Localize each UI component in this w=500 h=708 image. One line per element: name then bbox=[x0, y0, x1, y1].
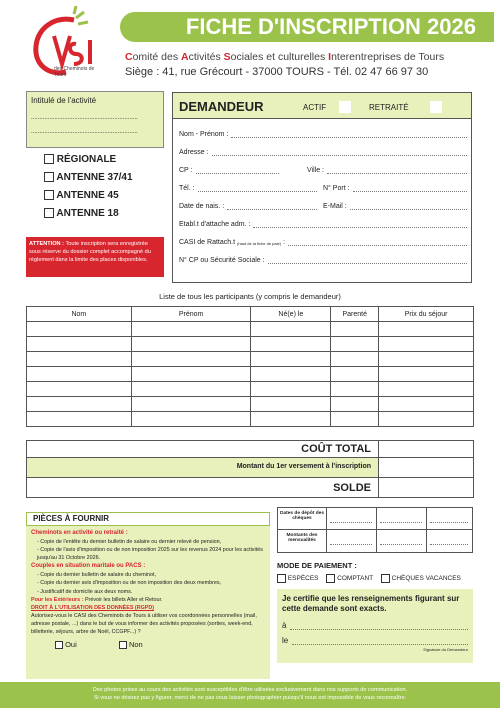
cheminots-title: Cheminots en activité ou retraité : bbox=[31, 530, 128, 536]
col-prix: Prix du séjour bbox=[379, 307, 474, 322]
dates-label: Dates de dépôt des chèques bbox=[280, 511, 324, 521]
table-row[interactable] bbox=[27, 397, 474, 412]
certify-place-row[interactable]: à bbox=[282, 621, 468, 630]
attention-text: Toute inscription sera enregistrée sous réserve du dossier complet accompagné du règlement dans la limite des places disponibles. bbox=[29, 241, 151, 264]
versement-cell[interactable] bbox=[378, 458, 473, 477]
field-secu[interactable]: N° CP ou Sécurité Sociale : bbox=[179, 257, 467, 264]
antenne-options bbox=[44, 154, 133, 226]
versement-label: Montant du 1er versement à l'inscription bbox=[236, 463, 371, 470]
depot-table bbox=[277, 507, 473, 553]
cout-total-label: COÛT TOTAL bbox=[301, 443, 371, 455]
certify-box bbox=[277, 589, 473, 663]
certify-text: Je certifie que les renseignements figurant sur cette demande sont exacts. bbox=[282, 594, 460, 614]
cheminots-item-1: - Copie de l'entête du dernier bulletin de salaire ou dernier relevé de pension, bbox=[37, 539, 222, 545]
consent-non[interactable]: Non bbox=[119, 640, 143, 649]
footer bbox=[0, 682, 500, 708]
activity-box bbox=[26, 91, 164, 148]
pieces-title: PIÈCES À FOURNIR bbox=[33, 514, 110, 523]
attention-box bbox=[26, 237, 164, 277]
certify-date-row[interactable]: le bbox=[282, 636, 468, 645]
paiement-comptant[interactable]: COMPTANT bbox=[326, 575, 373, 582]
depot-montants-row bbox=[278, 530, 472, 552]
field-tel[interactable]: Tél. : bbox=[179, 185, 317, 192]
logo-subtitle: des Cheminots de Tours bbox=[54, 66, 95, 78]
checkbox-icon[interactable] bbox=[119, 641, 127, 649]
demandeur-box bbox=[172, 92, 472, 283]
participants-caption: Liste de tous les participants (y compris le demandeur) bbox=[159, 292, 341, 301]
consent-oui[interactable]: Oui bbox=[55, 640, 77, 649]
table-row[interactable] bbox=[27, 382, 474, 397]
table-row[interactable] bbox=[27, 367, 474, 382]
actif-checkbox[interactable] bbox=[339, 101, 351, 113]
field-email[interactable]: E-Mail : bbox=[323, 203, 467, 210]
activity-label: Intitulé de l'activité bbox=[31, 96, 97, 105]
col-prenom: Prénom bbox=[131, 307, 251, 322]
checkbox-icon[interactable] bbox=[44, 154, 54, 164]
date-cell-1[interactable] bbox=[330, 522, 372, 523]
montant-cell-2[interactable] bbox=[380, 544, 422, 545]
signature-label: Signature du Demandeur bbox=[423, 646, 468, 652]
col-nom: Nom bbox=[27, 307, 132, 322]
field-nom-prenom[interactable]: Nom - Prénom : bbox=[179, 131, 467, 138]
field-adresse[interactable]: Adresse : bbox=[179, 149, 467, 156]
couples-item-2: - Copie du dernier avis d'imposition ou de non imposition des deux membres, bbox=[37, 580, 222, 587]
montants-label: Montants des mensualités bbox=[286, 533, 318, 543]
title-banner bbox=[120, 12, 494, 42]
footer-line-1: Des photos prises au cours des activités sont susceptibles d'être utilisées exclusivement dans nos supports de communication. bbox=[92, 687, 408, 693]
option-regionale[interactable]: RÉGIONALE bbox=[44, 154, 133, 172]
paiement-especes[interactable]: ESPÈCES bbox=[277, 575, 319, 582]
retraite-checkbox[interactable] bbox=[430, 101, 442, 113]
table-row[interactable] bbox=[27, 412, 474, 427]
date-cell-2[interactable] bbox=[380, 522, 422, 523]
retraite-label: RETRAITÉ bbox=[369, 103, 409, 112]
field-cp[interactable]: CP : bbox=[179, 167, 279, 174]
totals-block bbox=[26, 440, 474, 498]
page-title: FICHE D'INSCRIPTION 2026 bbox=[185, 14, 476, 39]
activity-line-2[interactable]: ................................................................ bbox=[31, 129, 138, 135]
couples-item-3: - Justificatif de domicile aux deux noms. bbox=[37, 588, 133, 595]
table-row[interactable] bbox=[27, 337, 474, 352]
actif-label: ACTIF bbox=[303, 103, 327, 112]
droit-title: DROIT À L'UTILISATION DES DONNÉES (RGPD) bbox=[31, 604, 155, 611]
checkbox-icon[interactable] bbox=[277, 574, 286, 583]
table-row[interactable] bbox=[27, 322, 474, 337]
table-row[interactable] bbox=[27, 352, 474, 367]
demandeur-title: DEMANDEUR bbox=[179, 99, 264, 114]
checkbox-icon[interactable] bbox=[55, 641, 63, 649]
attention-label: ATTENTION : bbox=[29, 241, 65, 247]
consent-options bbox=[31, 639, 265, 650]
checkbox-icon[interactable] bbox=[326, 574, 335, 583]
couples-title: Couples en situation maritale ou PACS : bbox=[31, 563, 146, 570]
pieces-title-bar bbox=[26, 512, 270, 526]
activity-line-1[interactable]: ................................................................ bbox=[31, 115, 138, 121]
solde-row bbox=[26, 478, 474, 498]
field-etablissement[interactable]: Etabl.t d'attache adm. : bbox=[179, 221, 467, 228]
checkbox-icon[interactable] bbox=[44, 190, 54, 200]
logo bbox=[14, 6, 104, 86]
footer-line-2: Si vous ne désirez pas y figurer, merci de ne pas vous laisser photographier puisqu'il nous est impossible de vous reconnaître. bbox=[93, 695, 407, 702]
address-line: Siège : 41, rue Grécourt - 37000 TOURS - Tél. 02 47 66 97 30 bbox=[125, 66, 429, 78]
montant-cell-1[interactable] bbox=[330, 544, 372, 545]
solde-cell[interactable] bbox=[378, 478, 473, 497]
paiement-options bbox=[277, 574, 477, 583]
date-cell-3[interactable] bbox=[430, 522, 468, 523]
couples-item-1: - Copie du dernier bulletin de salaire du cheminot, bbox=[37, 572, 156, 579]
versement-row bbox=[26, 458, 474, 478]
participants-header-row bbox=[27, 307, 474, 322]
pieces-box bbox=[26, 512, 270, 679]
participants-table bbox=[26, 306, 474, 427]
checkbox-icon[interactable] bbox=[44, 172, 54, 182]
montant-cell-3[interactable] bbox=[430, 544, 468, 545]
droit-text: Autorisez-vous le CASI des Cheminots de Tours à utiliser vos coordonnées personnelles (mail, adresse postale, ...) dans le but de vous informer des activités proposées (sorties, week-end, billetterie, séjours, arbre de Noël, CCGPF...) ? bbox=[31, 612, 257, 636]
pieces-content bbox=[26, 526, 270, 653]
col-parente: Parenté bbox=[331, 307, 379, 322]
org-line: Comité des Activités Sociales et culturelles Interentreprises de Tours bbox=[125, 51, 445, 63]
depot-dates-row bbox=[278, 508, 472, 530]
paiement-cheques-vacances[interactable]: CHÈQUES VACANCES bbox=[381, 575, 461, 582]
checkbox-icon[interactable] bbox=[44, 208, 54, 218]
field-naissance[interactable]: Date de nais. : bbox=[179, 203, 317, 210]
checkbox-icon[interactable] bbox=[381, 574, 390, 583]
cout-total-row bbox=[26, 440, 474, 458]
option-antenne-18[interactable]: ANTENNE 18 bbox=[44, 208, 133, 226]
option-antenne-45[interactable]: ANTENNE 45 bbox=[44, 190, 133, 208]
exterieurs-line: Pour les Extérieurs : Prévoir les billets Aller et Retour. bbox=[31, 596, 163, 603]
col-ne-le: Né(e) le bbox=[251, 307, 331, 322]
field-casi[interactable]: CASI de Rattach.t (haut de la fiche de paie) : bbox=[179, 239, 467, 246]
cout-total-cell[interactable] bbox=[378, 441, 473, 457]
paiement-title: MODE DE PAIEMENT : bbox=[277, 561, 357, 570]
demandeur-header bbox=[173, 93, 471, 119]
field-ville[interactable]: Ville : bbox=[307, 167, 467, 174]
cheminots-item-2: - Copie de l'avis d'imposition ou de non imposition 2025 sur les revenus 2024 pour les activités jusqu'au 31 Octobre 2026. bbox=[37, 547, 263, 562]
solde-label: SOLDE bbox=[333, 482, 371, 494]
field-port[interactable]: N° Port : bbox=[323, 185, 467, 192]
option-antenne-37-41[interactable]: ANTENNE 37/41 bbox=[44, 172, 133, 190]
